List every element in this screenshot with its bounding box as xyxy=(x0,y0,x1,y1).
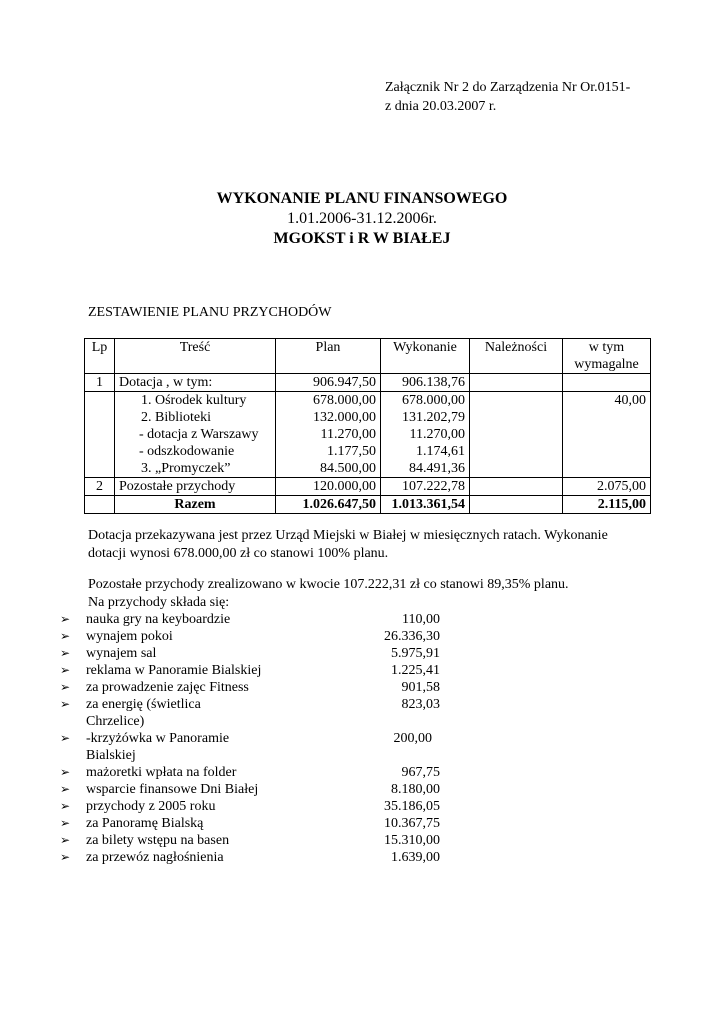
row2-wykonanie: 107.222,78 xyxy=(381,478,470,496)
sub-wykonanie-1: 678.000,00 xyxy=(402,393,465,408)
total-plan: 1.026.647,50 xyxy=(276,496,381,514)
arrow-bullet-icon: ➢ xyxy=(60,612,71,626)
arrow-bullet-icon: ➢ xyxy=(60,782,71,796)
row1-w-tym xyxy=(563,374,651,392)
item-amount: 901,58 xyxy=(401,680,440,695)
item-label: przychody z 2005 roku xyxy=(86,799,216,814)
item-amount: 1.639,00 xyxy=(391,850,440,865)
arrow-bullet-icon: ➢ xyxy=(60,799,71,813)
sub-plan-4: 1.177,50 xyxy=(327,444,376,459)
attachment-note-line2: z dnia 20.03.2007 r. xyxy=(385,99,497,114)
item-label: za Panoramę Bialską xyxy=(86,816,204,831)
row1-plan: 906.947,50 xyxy=(276,374,381,392)
item-amount: 110,00 xyxy=(402,612,440,627)
arrow-bullet-icon: ➢ xyxy=(60,833,71,847)
row1-lp: 1 xyxy=(85,374,115,392)
sub-plan-1: 678.000,00 xyxy=(313,393,376,408)
item-label: -krzyżówka w Panoramie Bialskiej xyxy=(86,731,230,763)
sub-w-tym: 40,00 xyxy=(563,392,651,478)
revenue-plan-table xyxy=(84,338,651,514)
header-wykonanie: Wykonanie xyxy=(381,339,470,374)
header-naleznosci: Należności xyxy=(470,339,563,374)
sub-wykonanie xyxy=(381,392,470,478)
item-amount: 1.225,41 xyxy=(391,663,440,678)
table-row xyxy=(85,374,651,392)
table-row xyxy=(85,478,651,496)
sub-tresc-2: 2. Biblioteki xyxy=(141,410,211,425)
arrow-bullet-icon: ➢ xyxy=(60,731,71,745)
sub-plan-5: 84.500,00 xyxy=(320,461,376,476)
attachment-note xyxy=(385,78,630,116)
section-title: ZESTAWIENIE PLANU PRZYCHODÓW xyxy=(88,305,332,320)
item-label: za prowadzenie zajęc Fitness xyxy=(86,680,249,695)
revenue-breakdown-intro: Na przychody składa się: xyxy=(88,595,230,610)
sub-plan-2: 132.000,00 xyxy=(313,410,376,425)
item-label: wynajem pokoi xyxy=(86,629,173,644)
row2-lp: 2 xyxy=(85,478,115,496)
header-w-tym-line1: w tym xyxy=(588,340,625,355)
other-revenue-paragraph: Pozostałe przychody zrealizowano w kwocie 107.222,31 zł co stanowi 89,35% planu. xyxy=(88,577,569,592)
row2-tresc: Pozostałe przychody xyxy=(115,478,276,496)
table-header-row xyxy=(85,339,651,374)
header-lp: Lp xyxy=(85,339,115,374)
header-tresc: Treść xyxy=(115,339,276,374)
item-label: za przewóz nagłośnienia xyxy=(86,850,224,865)
arrow-bullet-icon: ➢ xyxy=(60,850,71,864)
sub-tresc-4: - odszkodowanie xyxy=(139,444,235,459)
item-amount: 26.336,30 xyxy=(384,629,440,644)
item-amount: 10.367,75 xyxy=(384,816,440,831)
header-w-tym-line2: wymagalne xyxy=(574,357,639,372)
item-label: za energię (świetlica Chrzelice) xyxy=(86,697,201,729)
row2-naleznosci xyxy=(470,478,563,496)
arrow-bullet-icon: ➢ xyxy=(60,816,71,830)
document-title: WYKONANIE PLANU FINANSOWEGO xyxy=(216,190,508,207)
grant-paragraph: Dotacja przekazywana jest przez Urząd Miejski w Białej w miesięcznych ratach. Wykonanie dotacji wynosi 678.000,00 zł co stanowi 100% planu. xyxy=(88,528,608,561)
header-w-tym xyxy=(563,339,651,374)
sub-wykonanie-5: 84.491,36 xyxy=(409,461,465,476)
row1-naleznosci xyxy=(470,374,563,392)
total-w-tym: 2.115,00 xyxy=(563,496,651,514)
document-period: 1.01.2006-31.12.2006r. xyxy=(287,210,437,227)
item-amount: 200,00 xyxy=(393,731,432,746)
attachment-note-line1: Załącznik Nr 2 do Zarządzenia Nr Or.0151- xyxy=(385,80,631,95)
sub-naleznosci xyxy=(470,392,563,478)
header-plan: Plan xyxy=(276,339,381,374)
item-label: wynajem sal xyxy=(86,646,157,661)
table-row-subitems xyxy=(85,392,651,478)
arrow-bullet-icon: ➢ xyxy=(60,765,71,779)
total-naleznosci xyxy=(470,496,563,514)
item-label: mażoretki wpłata na folder xyxy=(86,765,237,780)
total-wykonanie: 1.013.361,54 xyxy=(381,496,470,514)
row2-w-tym: 2.075,00 xyxy=(563,478,651,496)
row1-tresc: Dotacja , w tym: xyxy=(115,374,276,392)
item-amount: 5.975,91 xyxy=(391,646,440,661)
table-total-row xyxy=(85,496,651,514)
item-amount: 967,75 xyxy=(401,765,440,780)
sub-tresc xyxy=(115,392,276,478)
item-label: nauka gry na keyboardzie xyxy=(86,612,231,627)
item-label: za bilety wstępu na basen xyxy=(86,833,230,848)
document-institution: MGOKST i R W BIAŁEJ xyxy=(273,230,451,247)
item-label: reklama w Panoramie Bialskiej xyxy=(86,663,262,678)
arrow-bullet-icon: ➢ xyxy=(60,680,71,694)
sub-lp xyxy=(85,392,115,478)
total-lp xyxy=(85,496,115,514)
item-amount: 35.186,05 xyxy=(384,799,440,814)
total-label: Razem xyxy=(115,496,276,514)
sub-plan-3: 11.270,00 xyxy=(320,427,376,442)
row1-wykonanie: 906.138,76 xyxy=(381,374,470,392)
sub-plan xyxy=(276,392,381,478)
item-amount: 15.310,00 xyxy=(384,833,440,848)
arrow-bullet-icon: ➢ xyxy=(60,629,71,643)
arrow-bullet-icon: ➢ xyxy=(60,697,71,711)
sub-tresc-3: - dotacja z Warszawy xyxy=(139,427,259,442)
sub-tresc-5: 3. „Promyczek” xyxy=(141,461,231,476)
item-amount: 823,03 xyxy=(401,697,440,712)
item-amount: 8.180,00 xyxy=(391,782,440,797)
sub-wykonanie-4: 1.174,61 xyxy=(416,444,465,459)
sub-wykonanie-3: 11.270,00 xyxy=(409,427,465,442)
row2-plan: 120.000,00 xyxy=(276,478,381,496)
arrow-bullet-icon: ➢ xyxy=(60,663,71,677)
sub-wykonanie-2: 131.202,79 xyxy=(402,410,465,425)
item-label: wsparcie finansowe Dni Białej xyxy=(86,782,259,797)
arrow-bullet-icon: ➢ xyxy=(60,646,71,660)
sub-tresc-1: 1. Ośrodek kultury xyxy=(141,393,247,408)
